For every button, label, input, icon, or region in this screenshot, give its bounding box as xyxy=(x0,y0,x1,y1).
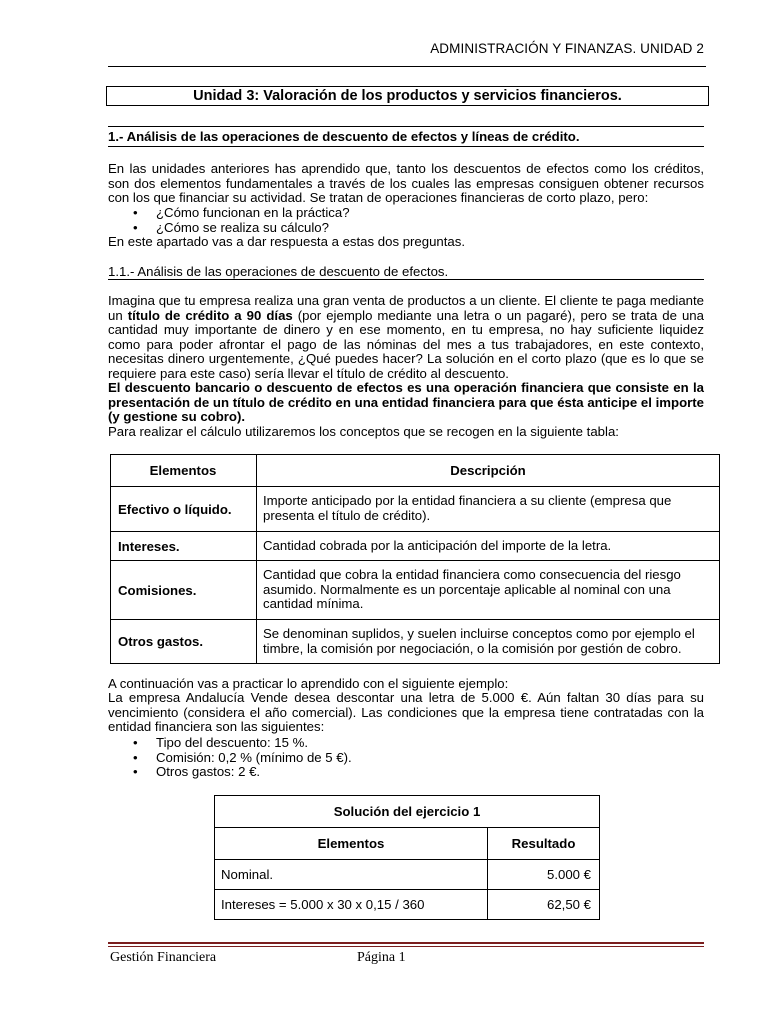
unit-title: Unidad 3: Valoración de los productos y servicios financieros. xyxy=(106,86,709,106)
section-heading-1 xyxy=(108,127,704,144)
running-header: ADMINISTRACIÓN Y FINANZAS. UNIDAD 2 xyxy=(430,41,704,56)
table-row xyxy=(111,532,720,561)
section-rule-top xyxy=(108,126,704,127)
page-number: Página 1 xyxy=(357,950,406,965)
section-heading-text: 1.- Análisis de las operaciones de descuento de efectos y líneas de crédito. xyxy=(108,129,580,144)
footer-rule xyxy=(108,942,704,944)
description-cell: Importe anticipado por la entidad financiera a su cliente (empresa que presenta el título de crédito). xyxy=(257,487,720,532)
section-rule-bottom xyxy=(108,279,704,280)
table-row xyxy=(215,860,600,890)
table-row xyxy=(111,620,720,664)
description-cell: Se denominan suplidos, y suelen incluirse conceptos como por ejemplo el timbre, la comisión por negociación, o la comisión por gestión de cobro. xyxy=(257,620,720,664)
element-cell: Nominal. xyxy=(215,860,488,890)
example-statement: La empresa Andalucía Vende desea descontar una letra de 5.000 €. Aún faltan 30 días para su vencimiento (considera el año comercial). Las condiciones que la empresa tiene contratadas con la entidad financiera son las siguientes: xyxy=(108,690,704,735)
conditions-list xyxy=(108,736,704,780)
list-item: • ¿Cómo se realiza su cálculo? xyxy=(133,219,329,235)
list-item: • Otros gastos: 2 €. xyxy=(133,764,261,780)
description-cell: Cantidad que cobra la entidad financiera como consecuencia del riesgo asumido. Normalmente es un porcentaje aplicable al nominal con una cantidad mínima. xyxy=(257,561,720,620)
column-header: Resultado xyxy=(488,828,600,860)
definition-paragraph: El descuento bancario o descuento de efectos es una operación financiera que consiste en la presentación de un título de crédito en una entidad financiera para que ésta anticipe el importe (y gestione su cobro). xyxy=(108,380,704,425)
element-cell: Efectivo o líquido. xyxy=(111,487,257,532)
element-cell: Otros gastos. xyxy=(111,620,257,664)
column-header: Elementos xyxy=(215,828,488,860)
concepts-table xyxy=(110,454,720,664)
column-header: Elementos xyxy=(111,455,257,487)
table-intro: Para realizar el cálculo utilizaremos los conceptos que se recogen en la siguiente tabla: xyxy=(108,424,619,439)
column-header: Descripción xyxy=(257,455,720,487)
table-row xyxy=(215,890,600,920)
table-title: Solución del ejercicio 1 xyxy=(215,796,600,828)
closing-paragraph: En este apartado vas a dar respuesta a estas dos preguntas. xyxy=(108,234,466,249)
section-rule-bottom xyxy=(108,146,704,147)
question-list xyxy=(108,206,704,235)
scenario-paragraph: Imagina que tu empresa realiza una gran venta de productos a un cliente. El cliente te paga mediante un título de crédito a 90 días (por ejemplo mediante una letra o un pagaré), pero se trata de una cantidad muy importante de dinero y en ese momento, en tu empresa, no hay suficiente liquidez como para poder afrontar el pago de las nóminas del mes a tus trabajadores, en este contexto, necesitas dinero urgentemente, ¿Qué puedes hacer? La solución en el corto plazo (que es lo que se requiere para este caso) sería llevar el título de crédito al descuento. xyxy=(108,293,704,381)
description-cell: Cantidad cobrada por la anticipación del importe de la letra. xyxy=(257,532,720,561)
section-heading-1-1 xyxy=(108,264,704,281)
section-heading-text: 1.1.- Análisis de las operaciones de descuento de efectos. xyxy=(108,264,449,279)
element-cell: Intereses. xyxy=(111,532,257,561)
list-item: • Comisión: 0,2 % (mínimo de 5 €). xyxy=(133,749,352,765)
result-cell: 62,50 € xyxy=(488,890,600,920)
table-row xyxy=(111,561,720,620)
solution-table xyxy=(214,795,600,920)
table-row xyxy=(111,487,720,532)
header-rule xyxy=(108,66,706,67)
table-title-row xyxy=(215,796,600,828)
list-item: • ¿Cómo funcionan en la práctica? xyxy=(133,205,350,220)
list-item: • Tipo del descuento: 15 %. xyxy=(133,735,308,750)
table-header-row xyxy=(111,455,720,487)
result-cell: 5.000 € xyxy=(488,860,600,890)
element-cell: Intereses = 5.000 x 30 x 0,15 / 360 xyxy=(215,890,488,920)
element-cell: Comisiones. xyxy=(111,561,257,620)
example-intro: A continuación vas a practicar lo aprendido con el siguiente ejemplo: xyxy=(108,676,509,691)
footer-rule xyxy=(108,946,704,947)
table-header-row xyxy=(215,828,600,860)
intro-paragraph: En las unidades anteriores has aprendido que, tanto los descuentos de efectos como los créditos, son dos elementos fundamentales a través de los cuales las empresas consiguen obtener recursos con los que financiar su actividad. Se tratan de operaciones financieras de corto plazo, pero: xyxy=(108,161,704,206)
footer-title: Gestión Financiera xyxy=(110,950,217,965)
